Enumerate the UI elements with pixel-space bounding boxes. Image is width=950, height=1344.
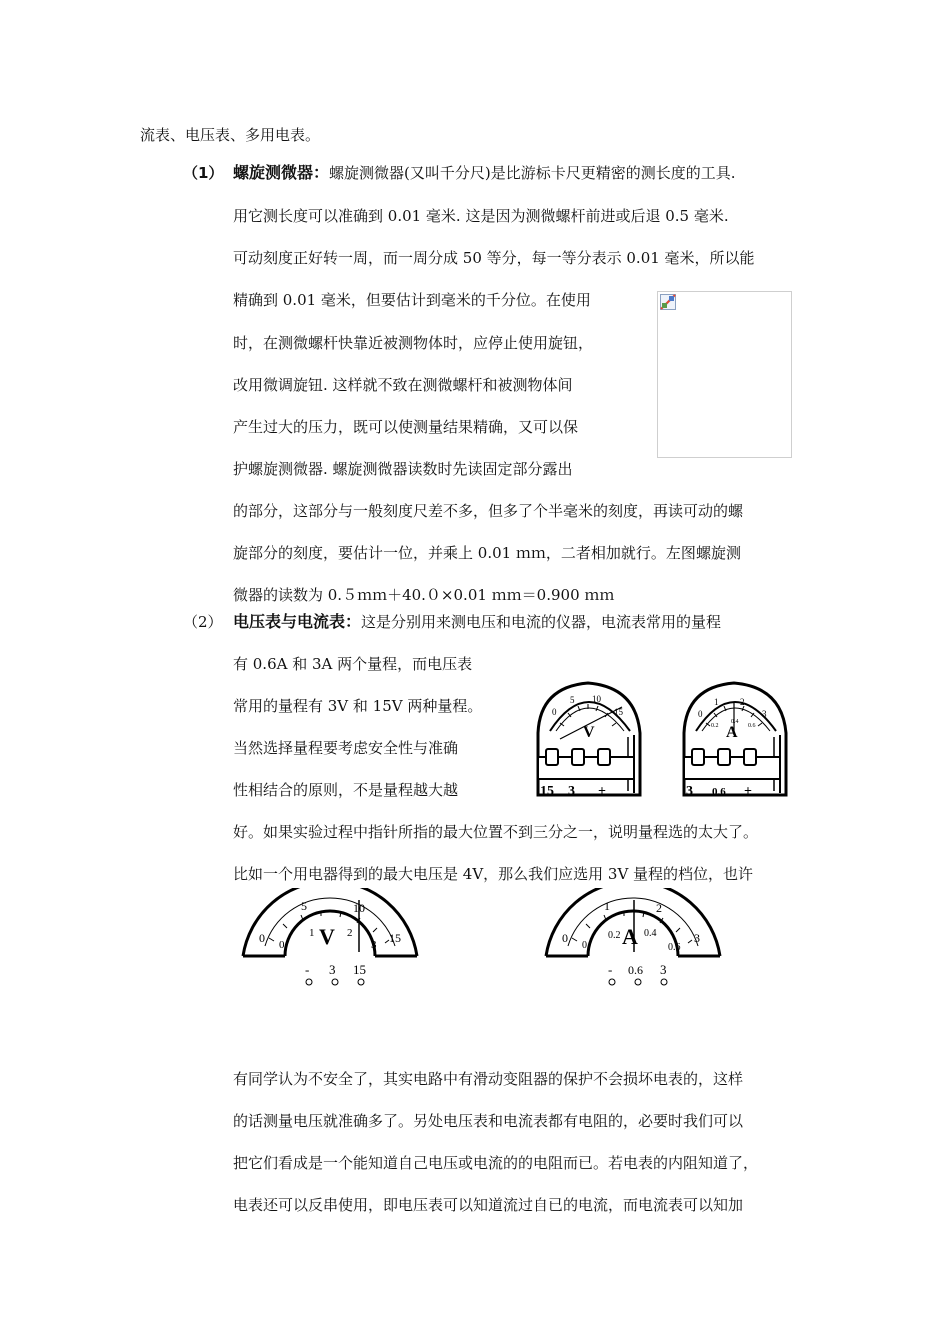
section-2-line-11: 电表还可以反串使用，即电压表可以知道流过自已的电流，而电流表可以知加 — [233, 1196, 744, 1214]
section-1-line-1 — [233, 163, 736, 183]
section-1-title: 螺旋测微器： — [233, 163, 330, 182]
ammeter-symbol: A — [726, 724, 738, 741]
ammeter-illustration — [676, 673, 794, 799]
voltage-dial-inner-1: 1 — [309, 927, 315, 939]
section-2-line-3: 常用的量程有 3V 和 15V 两种量程。 — [233, 697, 483, 715]
section-2-line-1-text: 这是分别用来测电压和电流的仪器，电流表常用的量程 — [361, 613, 722, 631]
current-terminal-0.6-post — [635, 979, 641, 985]
ammeter-scale-3: 3 — [762, 709, 767, 719]
ammeter-inner-0.2: 0.2 — [711, 723, 719, 729]
section-2-line-1 — [233, 612, 721, 632]
section-1-line-9: 的部分，这部分与一般刻度尺差不多，但多了个半毫米的刻度，再读可动的螺 — [233, 502, 744, 520]
voltmeter-scale-15: 15 — [614, 707, 623, 717]
current-dial-inner-0.6: 0.6 — [668, 942, 681, 953]
intro-line: 流表、电压表、多用电表。 — [140, 126, 321, 144]
ammeter-terminal-3: 3 — [686, 784, 693, 799]
current-dial-outer-1: 1 — [604, 899, 610, 913]
ammeter-scale-1: 1 — [714, 697, 719, 707]
current-dial-terminal-minus: - — [608, 962, 613, 977]
voltmeter-illustration — [530, 673, 648, 799]
voltage-terminal-15-post — [358, 979, 364, 985]
voltage-dial-inner-0: 0 — [279, 939, 285, 951]
voltage-terminal-3-post — [332, 979, 338, 985]
ammeter-terminal-plus: + — [744, 784, 752, 799]
current-dial-terminal-0.6: 0.6 — [628, 963, 643, 977]
current-dial-inner-0.4: 0.4 — [644, 928, 657, 939]
section-1-line-7: 产生过大的压力，既可以使测量结果精确，又可以保 — [233, 418, 579, 436]
current-dial — [538, 888, 728, 988]
voltmeter-terminal-plus: + — [598, 784, 606, 799]
current-terminal-minus-post — [609, 979, 615, 985]
voltmeter-scale-5: 5 — [570, 695, 575, 705]
voltage-dial-inner-2: 2 — [347, 927, 353, 939]
voltmeter-scale-10: 10 — [592, 694, 601, 704]
current-dial-terminal-3: 3 — [660, 962, 667, 977]
ammeter-inner-0.4: 0.4 — [731, 719, 739, 725]
section-1-line-1-text: 螺旋测微器(又叫千分尺)是比游标卡尺更精密的测长度的工具. — [329, 164, 736, 182]
voltage-dial-symbol: V — [319, 924, 335, 949]
section-2-number: （2） — [183, 613, 223, 631]
section-2-title: 电压表与电流表： — [233, 612, 362, 631]
section-1-number: （1） — [183, 164, 224, 182]
section-1-line-6: 改用微调旋钮. 这样就不致在测微螺杆和被测物体间 — [233, 376, 573, 394]
section-1-line-11: 微器的读数为 0.５ｍｍ＋40.０×0.01 ｍｍ＝0.900 ｍｍ — [233, 586, 615, 604]
section-2-line-6: 好。如果实验过程中指针所指的最大位置不到三分之一，说明量程选的太大了。 — [233, 823, 759, 841]
voltage-dial-outer-5: 5 — [301, 899, 307, 913]
current-terminal-3-post — [661, 979, 667, 985]
voltmeter-terminal-3: 3 — [568, 784, 575, 799]
ammeter-terminal-0.6: 0.6 — [712, 786, 726, 798]
section-1-line-8: 护螺旋测微器. 螺旋测微器读数时先读固定部分露出 — [233, 460, 573, 478]
section-1-line-3: 可动刻度正好转一周，而一周分成 50 等分，每一等分表示 0.01 毫米，所以能 — [233, 249, 755, 267]
section-1-line-5: 时，在测微螺杆快靠近被测物体时，应停止使用旋钮， — [233, 334, 594, 352]
ammeter-scale-0: 0 — [698, 709, 703, 719]
section-2-line-8: 有同学认为不安全了，其实电路中有滑动变阻器的保护不会损坏电表的，这样 — [233, 1070, 744, 1088]
voltage-dial-terminal-3: 3 — [329, 962, 336, 977]
section-2-line-9: 的话测量电压就准确多了。另处电压表和电流表都有电阻的，必要时我们可以 — [233, 1112, 744, 1130]
current-dial-outer-0: 0 — [562, 931, 568, 945]
section-1-line-4: 精确到 0.01 毫米，但要估计到毫米的千分位。在使用 — [233, 291, 591, 309]
current-dial-outer-2: 2 — [656, 901, 662, 915]
ammeter-scale-2: 2 — [740, 697, 745, 707]
section-1-line-10: 旋部分的刻度，要估计一位，并乘上 0.01 ｍｍ，二者相加就行。左图螺旋测 — [233, 544, 741, 562]
voltage-dial-outer-0: 0 — [259, 931, 265, 945]
ammeter-inner-0.6: 0.6 — [748, 723, 756, 729]
voltmeter-symbol: V — [583, 724, 595, 741]
section-1-line-2: 用它测长度可以准确到 0.01 毫米. 这是因为测微螺杆前进或后退 0.5 毫米. — [233, 207, 729, 225]
voltage-dial-outer-15: 15 — [389, 931, 401, 945]
section-2-line-2: 有 0.6A 和 3A 两个量程，而电压表 — [233, 655, 473, 673]
current-dial-outer-3: 3 — [694, 931, 700, 945]
voltage-dial-terminal-15: 15 — [353, 962, 366, 977]
section-2-line-4: 当然选择量程要考虑安全性与准确 — [233, 739, 459, 757]
voltmeter-scale-0: 0 — [552, 707, 557, 717]
section-2-line-10: 把它们看成是一个能知道自己电压或电流的的电阻而已。若电表的内阻知道了， — [233, 1154, 759, 1172]
current-dial-symbol: A — [622, 924, 638, 949]
voltage-dial-inner-3: 3 — [371, 939, 377, 951]
current-dial-inner-0: 0 — [582, 940, 587, 951]
broken-image-icon — [660, 294, 676, 310]
micrometer-image-placeholder — [657, 291, 792, 458]
current-dial-inner-0.2: 0.2 — [608, 930, 621, 941]
voltage-dial-terminal-minus: - — [305, 962, 310, 977]
section-2-line-7: 比如一个用电器得到的最大电压是 4V，那么我们应选用 3V 量程的档位，也许 — [233, 865, 754, 883]
voltage-terminal-minus-post — [306, 979, 312, 985]
section-2-line-5: 性相结合的原则，不是量程越大越 — [233, 781, 459, 799]
voltmeter-terminal-15: 15 — [540, 784, 554, 799]
voltage-dial-outer-10: 10 — [353, 901, 365, 915]
voltage-dial — [235, 888, 425, 988]
